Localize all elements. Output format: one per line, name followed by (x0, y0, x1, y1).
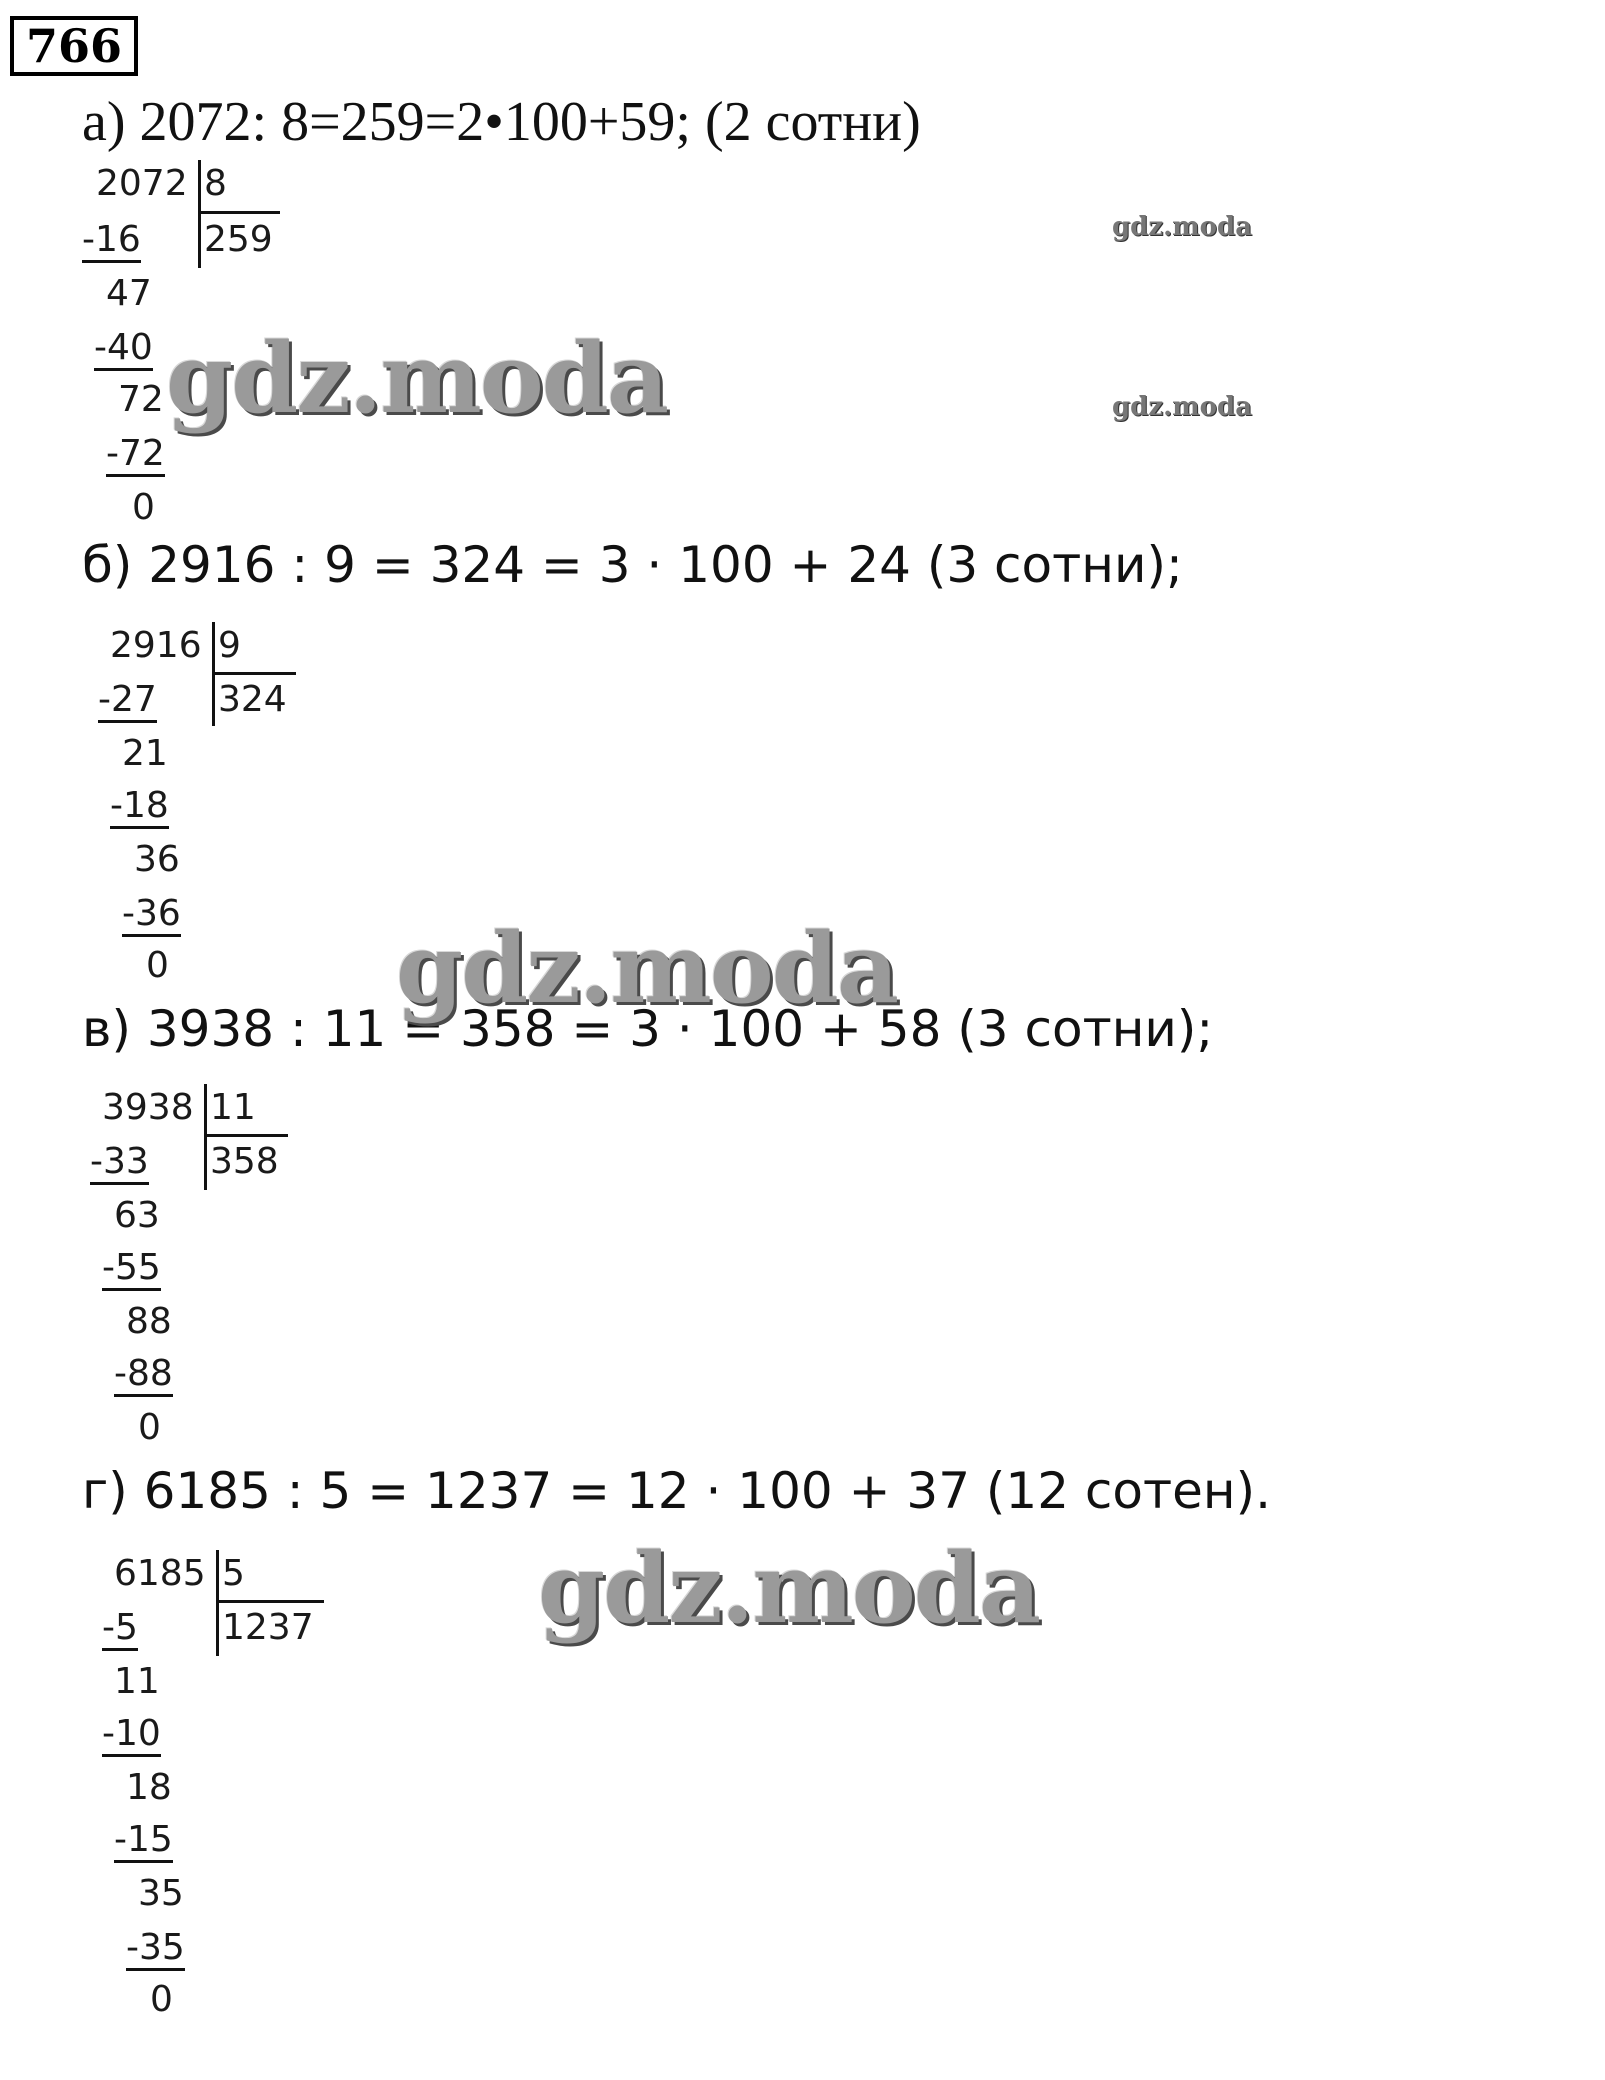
step-b-5: -36 (122, 896, 181, 937)
divisor-g: 5 (222, 1553, 245, 1594)
step-g-2: 11 (114, 1661, 160, 1702)
step-v-5: -88 (114, 1356, 173, 1397)
equation-a: а) 2072: 8=259=2•100+59; (2 сотни) (82, 91, 921, 153)
watermark-large-1: gdz.moda (166, 322, 668, 435)
step-b-3: -18 (110, 788, 169, 829)
step-a-1: -16 (82, 222, 141, 263)
step-b-6: 0 (146, 945, 169, 986)
divisor-a: 8 (204, 163, 227, 204)
equation-b: б) 2916 : 9 = 324 = 3 · 100 + 24 (3 сотни); (82, 536, 1183, 594)
step-v-6: 0 (138, 1407, 161, 1448)
quotient-g: 1237 (222, 1607, 314, 1648)
step-a-4: 72 (118, 379, 164, 420)
step-v-3: -55 (102, 1250, 161, 1291)
dividend-b: 2916 (110, 625, 202, 666)
step-a-2: 47 (106, 273, 152, 314)
quotient-v: 358 (210, 1141, 279, 1182)
division-bar-a (198, 160, 201, 268)
dividend-a: 2072 (96, 163, 188, 204)
watermark-large-3: gdz.moda (538, 1532, 1040, 1645)
division-bar-v (204, 1084, 207, 1190)
dividend-g: 6185 (114, 1553, 206, 1594)
watermark-small-2: gdz.moda (1112, 392, 1253, 422)
step-v-1: -33 (90, 1144, 149, 1185)
divisor-line-a (198, 211, 280, 214)
step-g-1: -5 (102, 1610, 138, 1651)
divisor-line-b (212, 672, 296, 675)
step-g-4: 18 (126, 1767, 172, 1808)
watermark-small-1: gdz.moda (1112, 212, 1253, 242)
equation-g: г) 6185 : 5 = 1237 = 12 · 100 + 37 (12 сотен). (82, 1462, 1271, 1520)
divisor-line-v (204, 1134, 288, 1137)
divisor-b: 9 (218, 625, 241, 666)
watermark-large-2: gdz.moda (396, 912, 898, 1025)
equation-v: в) 3938 : 11 = 358 = 3 · 100 + 58 (3 сотни); (82, 1000, 1214, 1058)
division-bar-g (216, 1550, 219, 1656)
step-a-5: -72 (106, 436, 165, 477)
step-g-7: -35 (126, 1930, 185, 1971)
step-v-2: 63 (114, 1195, 160, 1236)
step-v-4: 88 (126, 1301, 172, 1342)
step-b-4: 36 (134, 839, 180, 880)
step-g-6: 35 (138, 1873, 184, 1914)
quotient-b: 324 (218, 679, 287, 720)
divisor-line-g (216, 1600, 324, 1603)
step-g-5: -15 (114, 1822, 173, 1863)
dividend-v: 3938 (102, 1087, 194, 1128)
quotient-a: 259 (204, 219, 273, 260)
divisor-v: 11 (210, 1087, 256, 1128)
problem-number: 766 (10, 16, 138, 76)
step-a-3: -40 (94, 330, 153, 371)
step-a-6: 0 (132, 487, 155, 528)
step-b-1: -27 (98, 682, 157, 723)
step-g-3: -10 (102, 1716, 161, 1757)
step-g-8: 0 (150, 1979, 173, 2020)
step-b-2: 21 (122, 733, 168, 774)
